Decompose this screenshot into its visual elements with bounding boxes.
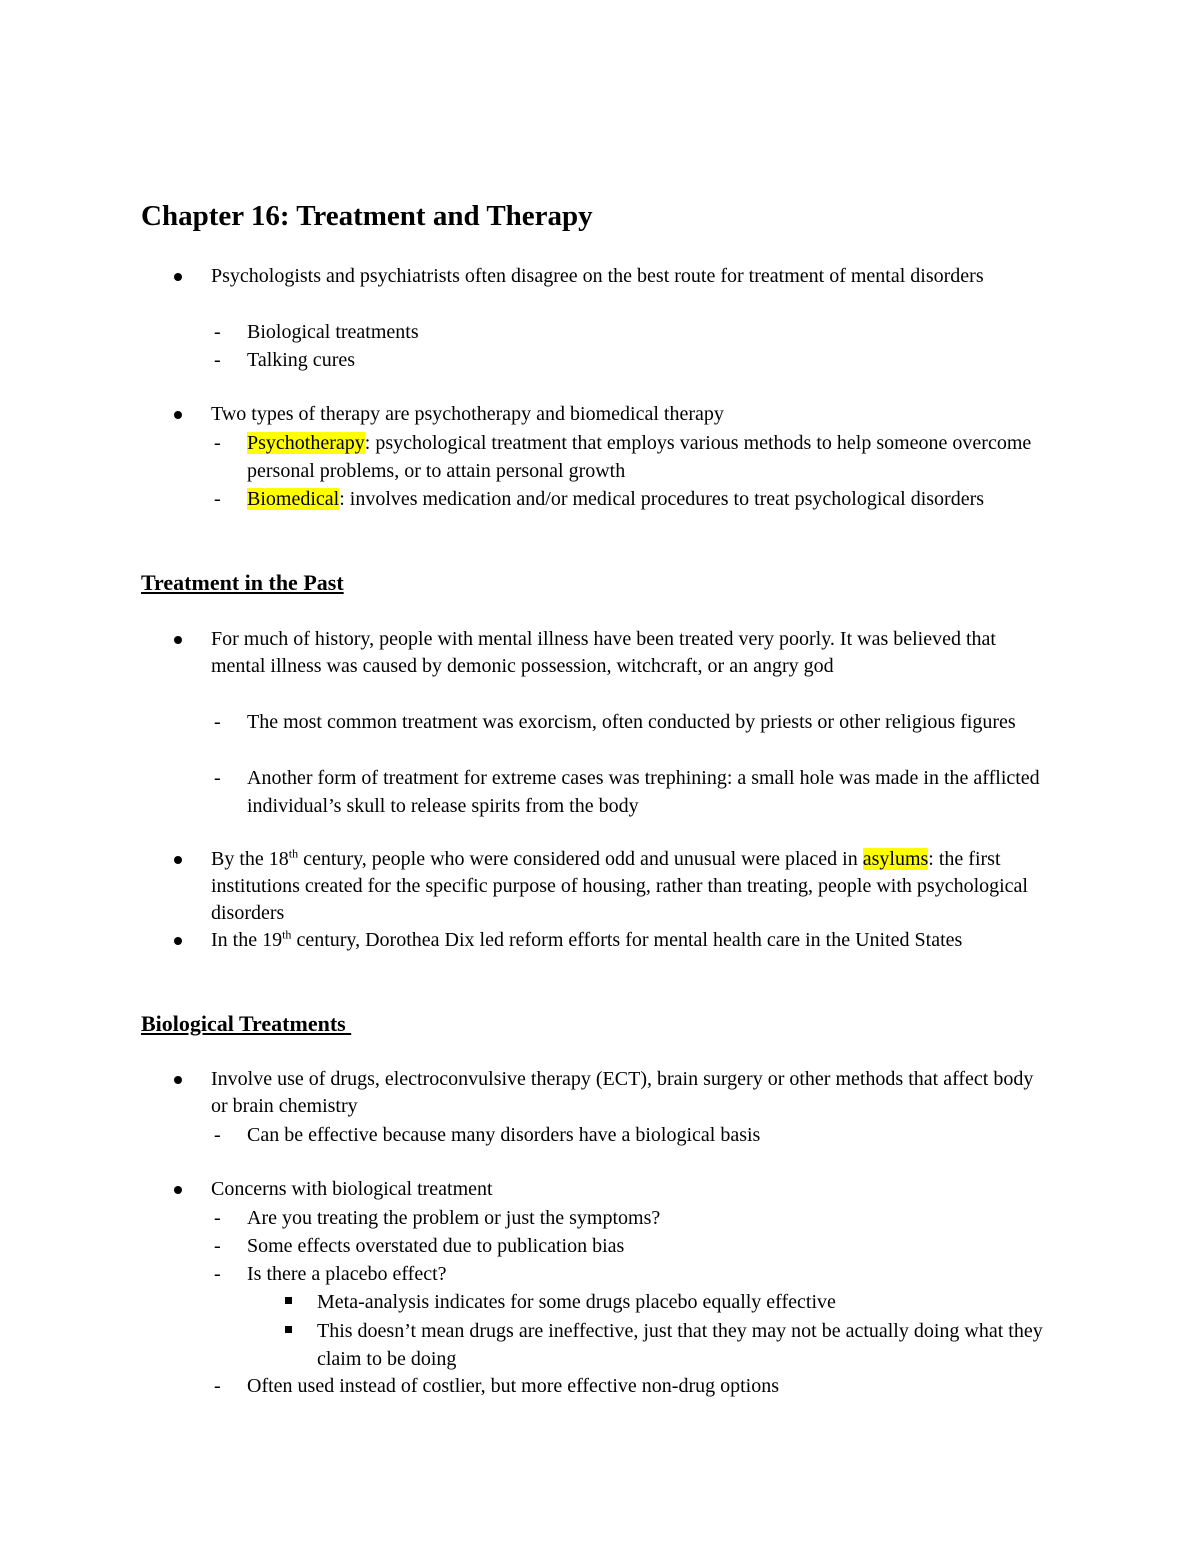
bullet-biological-methods: Involve use of drugs, electroconvulsive therapy (ECT), brain surgery or other methods that affect body or brain chemistry <box>211 1066 1051 1120</box>
sub-bullet-biomedical <box>247 485 1052 513</box>
sub-bullet-psychotherapy <box>247 429 1052 485</box>
sub-bullet-trephining: - Another form of treatment for extreme cases was trephining: a small hole was made in the afflicted individual’s skull to release spirits from the body <box>247 764 1052 820</box>
asylums-text-pre: By the 18 <box>211 848 289 870</box>
sub-sub-bullet-ineffective: This doesn’t mean drugs are ineffective, just that they may not be actually doing what they claim to be doing <box>317 1317 1052 1373</box>
sub-bullet-publication-bias: - Some effects overstated due to publication bias <box>247 1232 1052 1260</box>
sub-bullet-symptoms: - Are you treating the problem or just the symptoms? <box>247 1204 1052 1232</box>
sub-bullet-biological: - Biological treatments <box>247 318 1052 346</box>
bullet-disagreement: Psychologists and psychiatrists often disagree on the best route for treatment of mental disorders <box>211 263 1051 290</box>
sub-bullet-costlier: - Often used instead of costlier, but more effective non-drug options <box>247 1372 1052 1400</box>
bullet-dorothea-dix <box>211 927 1051 954</box>
sub-bullet-exorcism: - The most common treatment was exorcism, often conducted by priests or other religious figures <box>247 708 1052 736</box>
chapter-title: Chapter 16: Treatment and Therapy <box>141 200 593 232</box>
asylums-definition: : the first institutions created for the specific purpose of housing, rather than treating, people with psychological disorders <box>211 848 1028 924</box>
dix-text-post: century, Dorothea Dix led reform efforts for mental health care in the United States <box>291 929 963 951</box>
biomedical-term: Biomedical <box>247 488 340 510</box>
sub-bullet-placebo: - Is there a placebo effect? <box>247 1260 1052 1288</box>
bullet-concerns: Concerns with biological treatment <box>211 1176 1051 1203</box>
psychotherapy-definition: : psychological treatment that employs various methods to help someone overcome personal problems, or to attain personal growth <box>247 432 1032 482</box>
dix-text-pre: In the 19 <box>211 929 283 951</box>
asylums-term: asylums <box>862 848 929 870</box>
asylums-text-mid: century, people who were considered odd and unusual were placed in <box>298 848 863 870</box>
heading-biological-treatments: Biological Treatments <box>141 1011 352 1036</box>
ordinal-suffix: th <box>282 927 292 942</box>
bullet-history: For much of history, people with mental illness have been treated very poorly. It was believed that mental illness was caused by demonic possession, witchcraft, or an angry god <box>211 626 1051 680</box>
sub-bullet-talking: - Talking cures <box>247 346 1052 374</box>
biomedical-definition: : involves medication and/or medical procedures to treat psychological disorders <box>339 488 985 510</box>
ordinal-suffix: th <box>288 846 299 861</box>
sub-bullet-biological-basis: - Can be effective because many disorders have a biological basis <box>247 1121 1052 1149</box>
psychotherapy-term: Psychotherapy <box>247 432 365 454</box>
sub-sub-bullet-meta-analysis: Meta-analysis indicates for some drugs placebo equally effective <box>317 1288 1052 1316</box>
bullet-asylums <box>211 846 1051 927</box>
bullet-therapy-types: Two types of therapy are psychotherapy and biomedical therapy <box>211 401 1051 428</box>
heading-treatment-past: Treatment in the Past <box>141 570 344 595</box>
